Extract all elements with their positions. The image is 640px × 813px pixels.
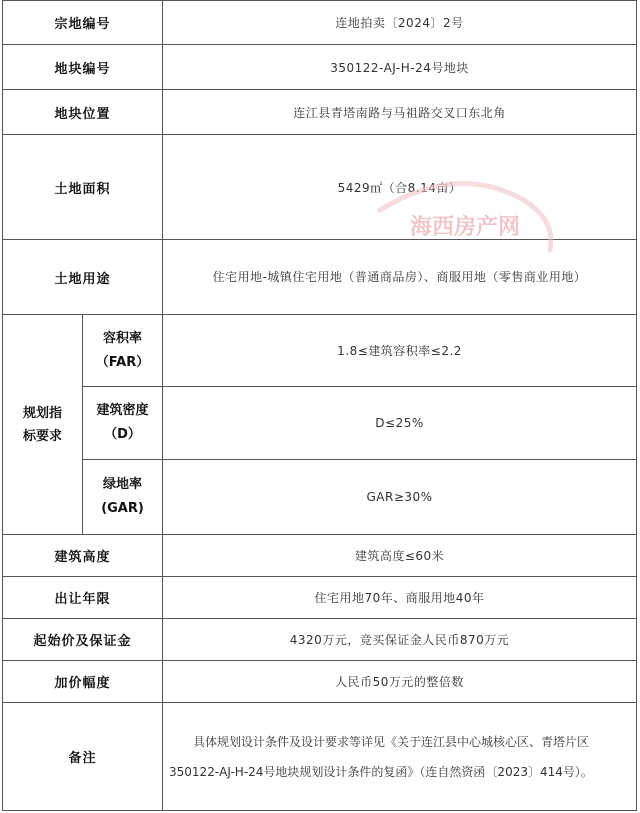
usage-value: 住宅用地-城镇住宅用地（普通商品房）、商服用地（零售商业用地） [163, 240, 637, 315]
location-label: 地块位置 [3, 90, 163, 135]
green-value: GAR≥30% [163, 460, 637, 535]
parcel-no-value: 连地拍卖〔2024〕2号 [163, 1, 637, 45]
green-label: 绿地率(GAR) [83, 460, 163, 535]
term-value: 住宅用地70年、商服用地40年 [163, 577, 637, 619]
far-value: 1.8≤建筑容积率≤2.2 [163, 315, 637, 387]
row-area [3, 135, 637, 240]
land-info-table [2, 0, 637, 811]
remark-value: 具体规划设计条件及设计要求等详见《关于连江县中心城核心区、青塔片区350122-AJ-H-24号地块规划设计条件的复函》（连自然资函〔2023〕414号）。 [163, 703, 637, 811]
row-green [3, 460, 637, 535]
usage-label: 土地用途 [3, 240, 163, 315]
far-label: 容积率（FAR） [83, 315, 163, 387]
plot-no-value: 350122-AJ-H-24号地块 [163, 45, 637, 90]
location-value: 连江县青塔南路与马祖路交叉口东北角 [163, 90, 637, 135]
row-increment [3, 661, 637, 703]
price-label: 起始价及保证金 [3, 619, 163, 661]
row-price [3, 619, 637, 661]
row-remark [3, 703, 637, 811]
price-value: 4320万元，竞买保证金人民币870万元 [163, 619, 637, 661]
row-parcel-no [3, 1, 637, 45]
parcel-no-label: 宗地编号 [3, 1, 163, 45]
row-location [3, 90, 637, 135]
plot-no-label: 地块编号 [3, 45, 163, 90]
increment-value: 人民币50万元的整倍数 [163, 661, 637, 703]
increment-label: 加价幅度 [3, 661, 163, 703]
row-far [3, 315, 637, 387]
density-value: D≤25% [163, 387, 637, 460]
row-term [3, 577, 637, 619]
row-usage [3, 240, 637, 315]
planning-label: 规划指标要求 [3, 315, 83, 535]
row-density [3, 387, 637, 460]
watermark-text: 海西房产网 [410, 215, 521, 240]
height-label: 建筑高度 [3, 535, 163, 577]
remark-label: 备注 [3, 703, 163, 811]
row-plot-no [3, 45, 637, 90]
term-label: 出让年限 [3, 577, 163, 619]
density-label: 建筑密度（D） [83, 387, 163, 460]
row-height [3, 535, 637, 577]
area-value: 5429㎡（合8.14亩） [163, 135, 637, 240]
height-value: 建筑高度≤60米 [163, 535, 637, 577]
area-label: 土地面积 [3, 135, 163, 240]
